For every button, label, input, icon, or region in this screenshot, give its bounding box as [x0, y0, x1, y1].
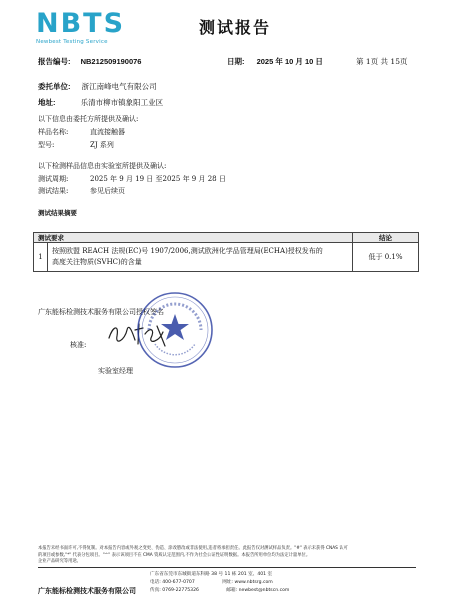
col-requirement: 测试要求	[34, 233, 353, 243]
report-date	[227, 56, 323, 67]
web-label: 网址:	[222, 580, 233, 585]
approve-label: 核准:	[70, 341, 87, 349]
footer-address: 广东省东莞市东城街道东科路 38 号 11 栋 201 室、401 室	[150, 572, 273, 577]
client-value: 浙江南峰电气有限公司	[81, 82, 157, 91]
row-conclusion: 低于 0.1%	[353, 243, 419, 272]
client-info-heading: 以下信息由委托方所提供及确认:	[38, 115, 139, 123]
requirement-line: 按照欧盟 REACH 法规(EC)号 1907/2006,测试欧洲化学品管理局(ECHA)授权发布的	[52, 247, 323, 255]
footer-fax-row	[150, 587, 289, 595]
model-row	[38, 140, 114, 150]
report-title: 测试报告	[198, 18, 271, 37]
requirement-line: 高度关注物质(SVHC)的含量	[52, 258, 142, 266]
footer-divider	[38, 567, 416, 568]
summary-header-row	[34, 233, 419, 243]
test-period-row	[38, 174, 226, 184]
footer-contact	[150, 571, 289, 595]
report-number	[38, 56, 141, 67]
test-result-label: 测试结果:	[38, 187, 69, 195]
lab-info-heading: 以下检测样品信息由实验室所提供及确认:	[38, 162, 167, 170]
fax-value: 0769-22775326	[162, 588, 199, 593]
sample-name-row	[38, 127, 125, 137]
model-label: 型号:	[38, 141, 55, 149]
footer-company-name: 广东能标检测技术服务有限公司	[38, 587, 136, 595]
authorized-signature-statement: 广东能标检测技术服务有限公司授权签名	[38, 308, 164, 316]
phone-label: 电话:	[150, 580, 161, 585]
company-seal-stamp	[135, 290, 215, 370]
report-date-value: 2025 年 10 月 10 日	[256, 57, 323, 66]
email-value: newbest@nbtscn.com	[238, 588, 290, 593]
email-label: 邮箱:	[226, 588, 238, 593]
row-number: 1	[34, 243, 48, 272]
disclaimer-line: 的项目或参数,"*" 代表分包项目。"^" 表示该项目不在 CMA 资质认定范围内,不作为社会公证性证明数据。本报告所用单位均为法定计量单位。	[38, 552, 311, 558]
phone-value: 400-677-0707	[162, 580, 195, 585]
col-conclusion: 结论	[353, 233, 419, 243]
test-period-label: 测试周期:	[38, 175, 69, 183]
footer-phone-row	[150, 579, 289, 587]
address-row	[38, 90, 163, 109]
disclaimer-line: 企业产品研究等用途。	[38, 559, 81, 564]
page-indicator: 第 1页 共 15页	[356, 57, 408, 66]
table-row	[34, 243, 419, 272]
sample-name-label: 样品名称:	[38, 128, 69, 136]
disclaimer-line: 本报告未经书面许可,不得复制。对本报告内容或外观之变更、伪造、涂改篡改或非法使用,违者将承担责任。此报告仅对测试样品负责。"#" 表示未获得 CNAS 认可	[38, 546, 348, 551]
logo-tagline: Newbest Testing Service	[36, 39, 108, 45]
model-value: ZJ 系列	[90, 141, 114, 149]
report-number-label: 报告编号:	[38, 57, 71, 66]
summary-heading: 测试结果摘要	[38, 210, 77, 217]
row-requirement	[48, 243, 353, 272]
address-value: 乐清市柳市镇象阳工业区	[80, 98, 164, 107]
logo-text: NBTS	[36, 8, 126, 39]
address-label: 地址:	[38, 98, 56, 107]
test-result-value: 参见后续页	[90, 187, 125, 195]
report-number-value: NB212509190076	[80, 57, 142, 66]
web-value: www.nbtsrg.com	[234, 580, 273, 585]
test-period-value: 2025 年 9 月 19 日 至2025 年 9 月 28 日	[90, 175, 226, 183]
test-result-row	[38, 186, 125, 196]
summary-table	[33, 232, 419, 272]
sample-name-value: 直流接触器	[90, 128, 125, 136]
footer-disclaimer	[38, 546, 416, 566]
fax-label: 传真:	[150, 588, 161, 593]
signer-role: 实验室经理	[98, 367, 133, 375]
report-date-label: 日期:	[227, 57, 245, 66]
client-label: 委托单位:	[38, 82, 71, 91]
